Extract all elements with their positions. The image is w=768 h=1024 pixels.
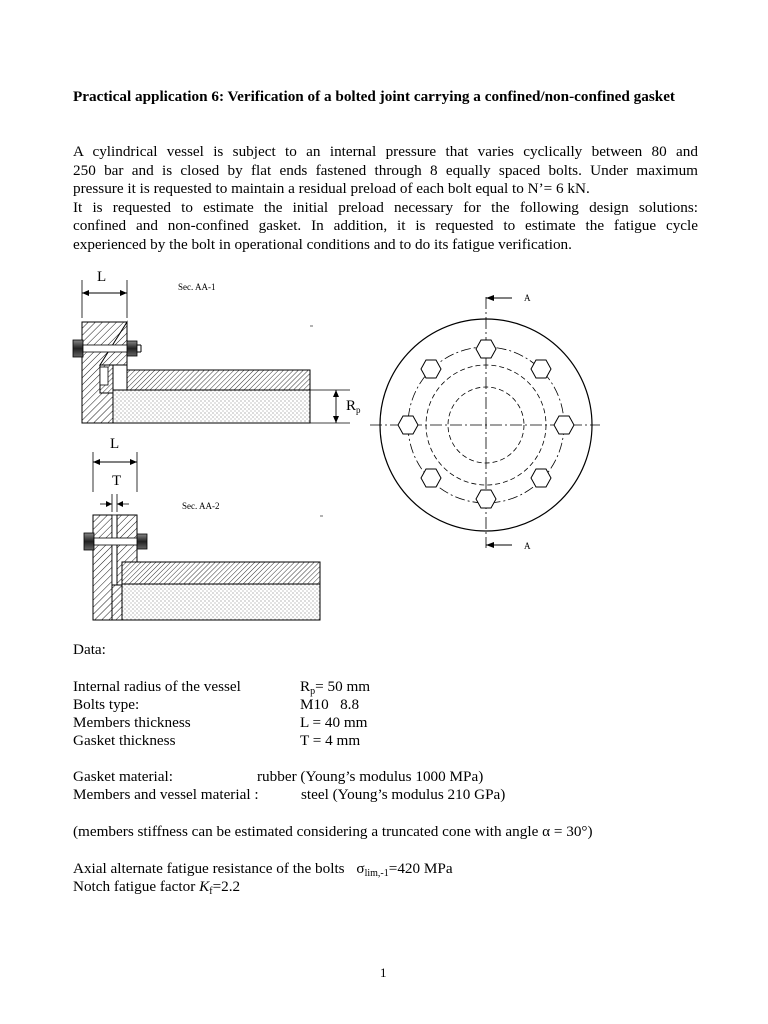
label-section-a-bottom: A [524, 541, 531, 551]
label-L-top: L [97, 269, 107, 285]
data-value: steel (Young’s modulus 210 GPa) [301, 786, 506, 803]
data-label: Bolts type: [73, 696, 140, 713]
data-row-gasket-material [73, 768, 484, 786]
label-rp: $R_p$ [346, 398, 361, 415]
data-value: L = 40 mm [300, 714, 368, 731]
data-row-steel [73, 786, 506, 804]
paragraph-line: confined and non-confined gasket. In addition, it is requested to estimate the fatigue cycle [73, 217, 698, 235]
data-label: Axial alternate fatigue resistance of the bolts [73, 860, 345, 877]
section-aa-2-drawing [84, 436, 323, 620]
paragraph-line: It is requested to estimate the initial preload necessary for the following design solutions: [73, 198, 698, 216]
page-number: 1 [380, 965, 387, 980]
label-T: T [112, 473, 122, 489]
data-value: $\sigma_{lim,-1}=420$ MPa [356, 860, 453, 879]
data-value: $R_p= 50$ mm [300, 678, 371, 697]
data-label: Gasket material: [73, 768, 173, 785]
paragraph-line: experienced by the bolt in operational conditions and to do its fatigue verification. [73, 235, 572, 253]
paragraph-line: 250 bar and is closed by flat ends fastened through 8 equally spaced bolts. Under maximum [73, 161, 698, 179]
data-row-radius [73, 678, 371, 697]
problem-paragraph [73, 143, 698, 255]
data-value: rubber (Young’s modulus 1000 MPa) [257, 768, 484, 785]
page-title: Practical application 6: Verification of a bolted joint carrying a confined/non-confined gasket [73, 88, 675, 105]
data-label: Members and vessel material : [73, 786, 259, 803]
bolted-joint-figure [0, 255, 768, 625]
section-aa-1-drawing [73, 269, 361, 423]
data-label: Notch fatigue factor [73, 878, 200, 895]
stiffness-note: (members stiffness can be estimated considering a truncated cone with angle α = 30°) [73, 823, 593, 840]
data-row-notch [73, 878, 240, 901]
data-row-members [73, 714, 368, 732]
label-sec-aa-1: Sec. AA-1 [178, 282, 216, 292]
label-sec-aa-2: Sec. AA-2 [182, 501, 220, 511]
paragraph-line: A cylindrical vessel is subject to an internal pressure that varies cyclically between 80 and [73, 143, 698, 160]
label-L-mid: L [110, 436, 120, 452]
data-label: Gasket thickness [73, 732, 176, 749]
label-section-a-top: A [524, 293, 531, 303]
data-row-gasket [73, 732, 361, 750]
data-heading: Data: [73, 641, 106, 658]
data-value: M10 8.8 [300, 696, 360, 713]
data-row-bolts [73, 696, 360, 714]
paragraph-line: pressure it is requested to maintain a residual preload of each bolt equal to N’= 6 kN. [73, 180, 590, 198]
data-label: Members thickness [73, 714, 191, 731]
data-label: Internal radius of the vessel [73, 678, 241, 695]
data-value: T = 4 mm [300, 732, 361, 749]
flange-top-view [370, 293, 600, 551]
data-value: $K_f=2.2$ [199, 878, 241, 897]
